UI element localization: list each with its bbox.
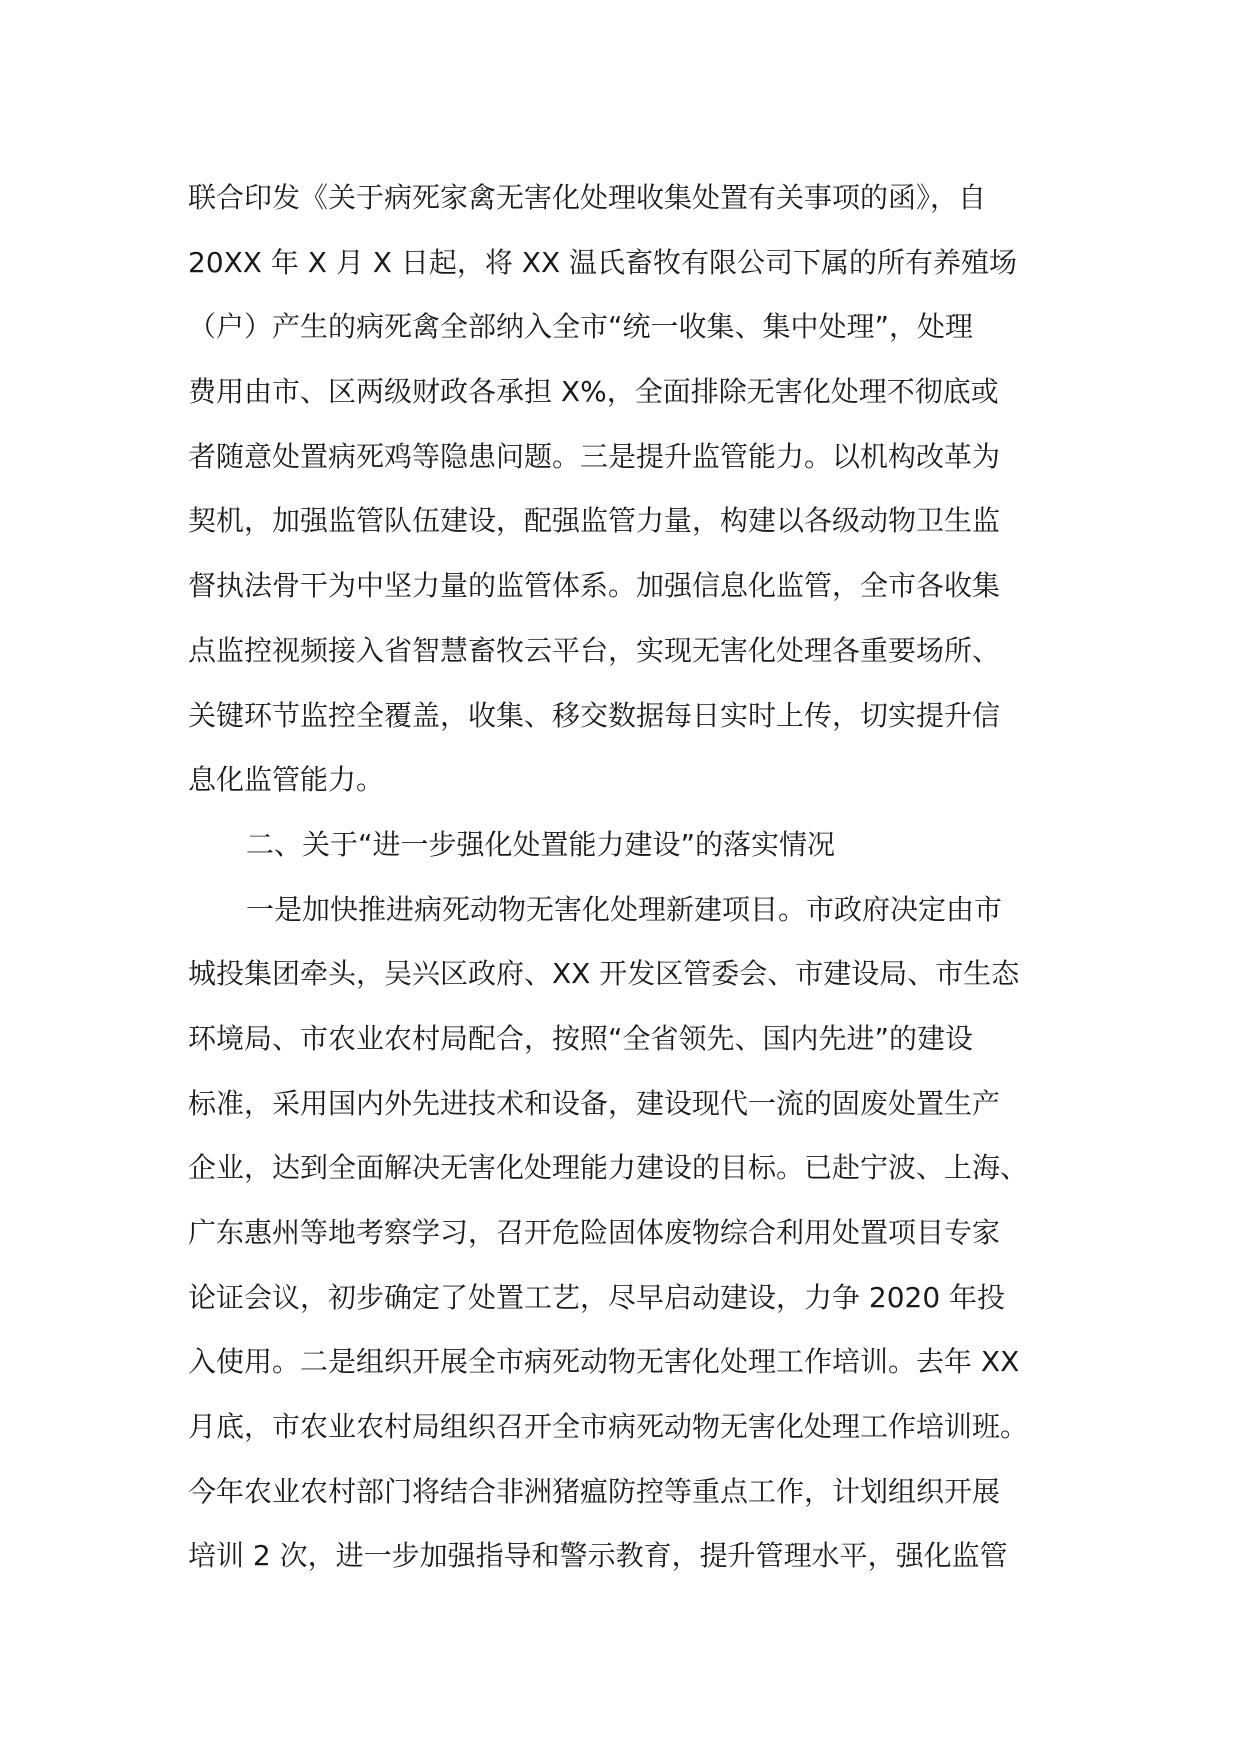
text-line: 培训 2 次，进一步加强指导和警示教育，提升管理水平，强化监管 [188,1539,1008,1573]
text-line: 关键环节监控全覆盖，收集、移交数据每日实时上传，切实提升信 [188,698,1001,732]
section-heading: 二、关于“进一步强化处置能力建设”的落实情况 [246,827,836,861]
text-line: 契机，加强监管队伍建设，配强监管力量，构建以各级动物卫生监 [188,504,1001,538]
text-line: 点监控视频接入省智慧畜牧云平台，实现无害化处理各重要场所、 [188,633,1001,667]
text-line: 广东惠州等地考察学习，召开危险固体废物综合利用处置项目专家 [188,1216,1001,1249]
text-line: 入使用。二是组织开展全市病死动物无害化处理工作培训。去年 XX [188,1345,1020,1379]
text-line: 一是加快推进病死动物无害化处理新建项目。市政府决定由市 [246,892,1003,926]
text-line: （户）产生的病死禽全部纳入全市“统一收集、集中处理”，处理 [188,310,974,344]
text-line: 今年农业农村部门将结合非洲猪瘟防控等重点工作，计划组织开展 [188,1474,1001,1508]
body-text [188,166,1068,1589]
text-line: 20XX 年 X 月 X 日起，将 XX 温氏畜牧有限公司下属的所有养殖场 [188,245,1018,279]
text-line: 者随意处置病死鸡等隐患问题。三是提升监管能力。以机构改革为 [188,439,1001,473]
text-line: 城投集团牵头，吴兴区政府、XX 开发区管委会、市建设局、市生态 [188,957,1020,991]
text-line: 督执法骨干为中坚力量的监管体系。加强信息化监管，全市各收集 [188,569,1001,603]
text-line: 联合印发《关于病死家禽无害化处理收集处置有关事项的函》，自 [188,181,987,214]
text-line: 费用由市、区两级财政各承担 X%，全面排除无害化处理不彻底或 [188,375,999,409]
text-line: 企业，达到全面解决无害化处理能力建设的目标。已赴宁波、上海、 [188,1151,1029,1185]
text-line: 月底，市农业农村局组织召开全市病死动物无害化处理工作培训班。 [188,1410,1029,1444]
text-line: 环境局、市农业农村局配合，按照“全省领先、国内先进”的建设 [188,1021,974,1055]
text-line: 论证会议，初步确定了处置工艺，尽早启动建设，力争 2020 年投 [188,1280,1006,1314]
text-line: 标准，采用国内外先进技术和设备，建设现代一流的固废处置生产 [188,1086,1001,1120]
text-line: 息化监管能力。 [188,763,385,797]
